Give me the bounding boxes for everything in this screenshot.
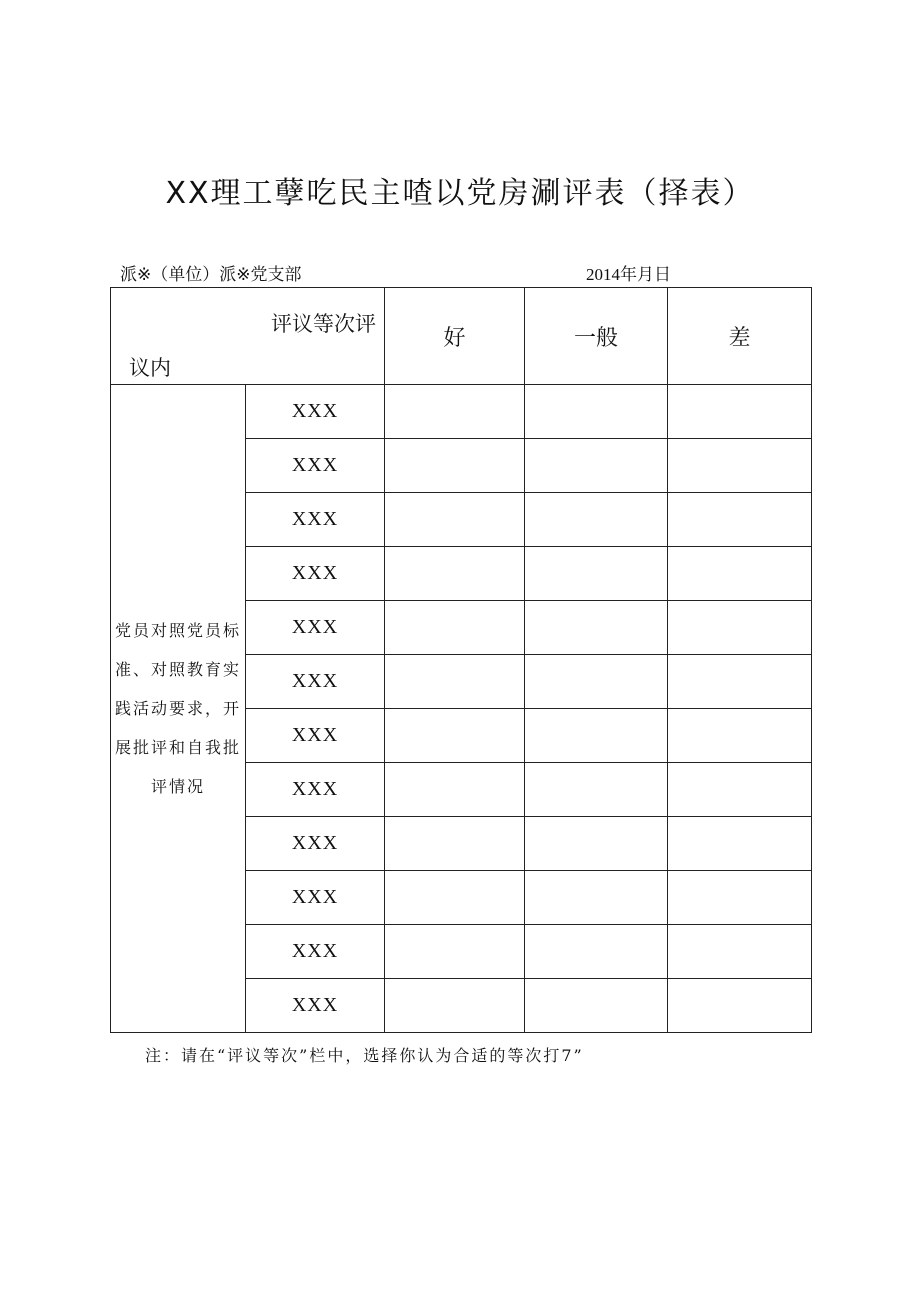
rating-cell-poor[interactable] [668,979,812,1033]
rating-cell-average[interactable] [525,763,668,817]
member-name: XXX [246,439,385,493]
date-label: 2014年月日 [586,265,671,284]
table-row [111,385,812,439]
rating-cell-good[interactable] [385,493,525,547]
rating-cell-good[interactable] [385,925,525,979]
header-diagonal-cell [111,288,385,385]
rating-cell-good[interactable] [385,763,525,817]
header-content-label: 议内 [129,356,171,380]
member-name: XXX [246,547,385,601]
rating-cell-average[interactable] [525,439,668,493]
member-name: XXX [246,979,385,1033]
member-name: XXX [246,925,385,979]
header-grade-label: 评议等次评 [271,312,376,336]
member-name: XXX [246,385,385,439]
rating-cell-poor[interactable] [668,601,812,655]
rating-cell-good[interactable] [385,871,525,925]
rating-cell-poor[interactable] [668,709,812,763]
member-name: XXX [246,817,385,871]
member-name: XXX [246,871,385,925]
member-name: XXX [246,493,385,547]
evaluation-table [110,287,812,1033]
rating-cell-poor[interactable] [668,925,812,979]
rating-cell-average[interactable] [525,871,668,925]
rating-cell-good[interactable] [385,439,525,493]
rating-cell-poor[interactable] [668,547,812,601]
rating-cell-good[interactable] [385,817,525,871]
grade-header-good: 好 [385,288,525,385]
rating-cell-poor[interactable] [668,817,812,871]
member-name: XXX [246,655,385,709]
rating-cell-average[interactable] [525,817,668,871]
header-row [111,288,812,385]
rating-cell-average[interactable] [525,979,668,1033]
rating-cell-average[interactable] [525,493,668,547]
rating-cell-poor[interactable] [668,655,812,709]
rating-cell-average[interactable] [525,925,668,979]
document-title: XX理工孽吃民主喳以党房涮评表（择表） [165,176,755,211]
rating-cell-poor[interactable] [668,763,812,817]
rating-cell-average[interactable] [525,547,668,601]
rating-cell-good[interactable] [385,547,525,601]
rating-cell-good[interactable] [385,655,525,709]
grade-header-poor: 差 [668,288,812,385]
rating-cell-average[interactable] [525,601,668,655]
member-name: XXX [246,601,385,655]
rating-cell-average[interactable] [525,385,668,439]
footnote: 注：请在“评议等次”栏中，选择你认为合适的等次打7” [145,1046,584,1065]
rating-cell-good[interactable] [385,385,525,439]
rating-cell-good[interactable] [385,601,525,655]
member-name: XXX [246,709,385,763]
rating-cell-poor[interactable] [668,871,812,925]
rating-cell-poor[interactable] [668,385,812,439]
rating-cell-good[interactable] [385,979,525,1033]
evaluation-table-body [111,288,812,1033]
grade-header-average: 一般 [525,288,668,385]
member-name: XXX [246,763,385,817]
evaluation-category-cell: 党员对照党员标准、对照教育实践活动要求，开展批评和自我批评情况 [111,385,246,1033]
rating-cell-average[interactable] [525,709,668,763]
rating-cell-poor[interactable] [668,439,812,493]
rating-cell-good[interactable] [385,709,525,763]
unit-label: 派※（单位）派※党支部 [120,265,302,285]
rating-cell-poor[interactable] [668,493,812,547]
rating-cell-average[interactable] [525,655,668,709]
